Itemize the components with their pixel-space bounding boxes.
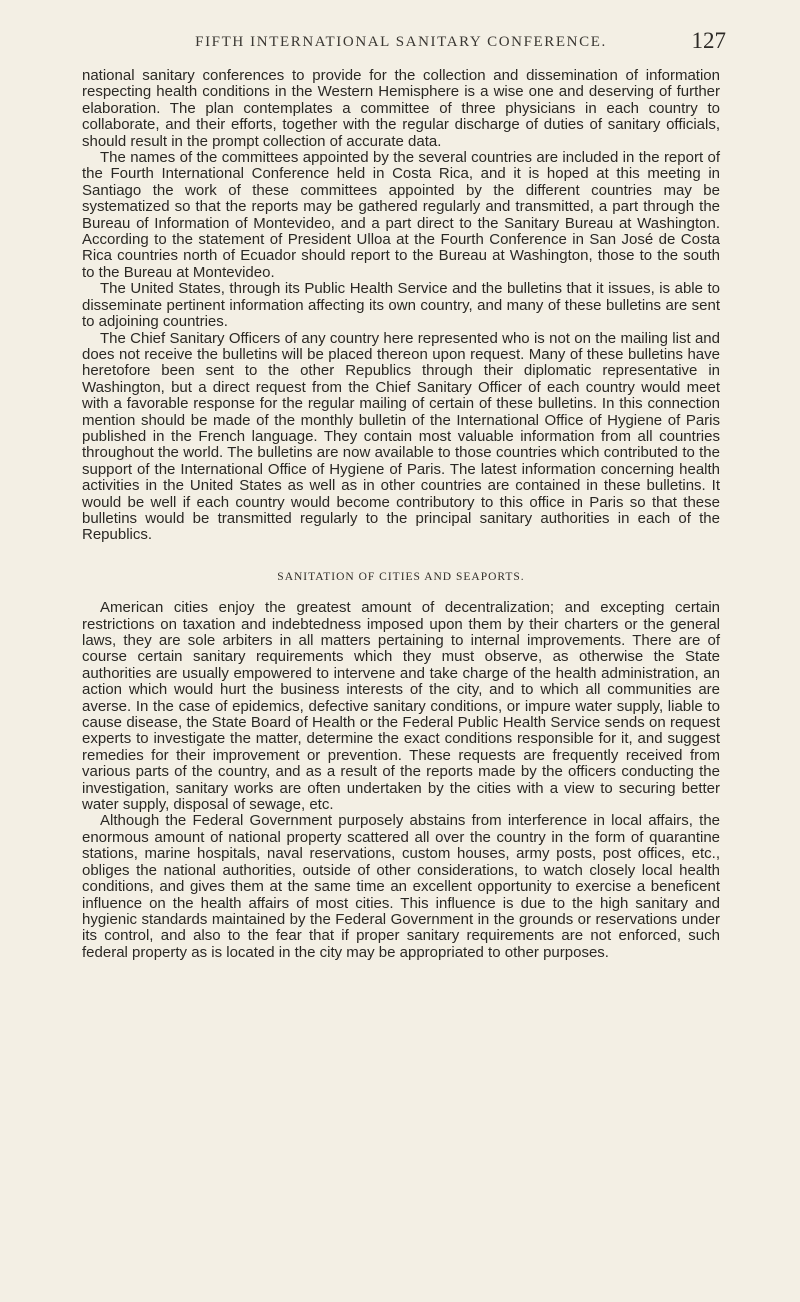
paragraph-federal-government: Although the Federal Government purposely abstains from interference in local affairs, the enormous amount of national property scattered all over the country in the form of quarantine stations, marine hospitals, naval reservations, custom houses, army posts, post offices, etc., obliges the national authorities, outside of other considerations, to watch closely local health conditions, and gives them at the same time an excellent opportunity to exercise a beneficent influence on the health affairs of most cities. This influence is due to the high sanitary and hygienic standards maintained by the Federal Government in the grounds or reservations under its control, and also to the fear that if proper sanitary requirements are not enforced, such federal property as is located in the city may be appropriated to other purposes. [82, 812, 720, 961]
page-number: 127 [691, 28, 726, 53]
section-heading: SANITATION OF CITIES AND SEAPORTS. [277, 570, 525, 583]
paragraph-american-cities: American cities enjoy the greatest amount of decentralization; and excepting certain restrictions on taxation and indebtedness imposed upon them by their charters or the general laws, they are sole arbiters in all matters pertaining to internal improvements. There are of course certain sanitary requirements which they must observe, as otherwise the State authorities are usually empowered to intervene and take charge of the health administration, an action which would hurt the business interests of the city, and to which all communities are averse. In the case of epidemics, defective sanitary conditions, or impure water supply, liable to cause disease, the State Board of Health or the Federal Public Health Service sends on request experts to investigate the matter, determine the exact conditions responsible for it, and suggest remedies for their improvement or prevention. These requests are frequently received from various parts of the country, and as a result of the reports made by the officers conducting the investigation, sanitary works are often undertaken by the cities with a view to securing better water supply, disposal of sewage, etc. [82, 599, 720, 814]
running-head [82, 0, 726, 68]
paragraph-committees: The names of the committees appointed by the several countries are included in the report of the Fourth International Conference held in Costa Rica, and it is hoped at this meeting in Santiago the work of these committees appointed by the different countries may be systematized so that the reports may be gathered regularly and transmitted, a part through the Bureau of Information of Montevideo, and a part direct to the Sanitary Bureau at Washington. According to the statement of President Ulloa at the Fourth Conference in San José de Costa Rica countries north of Ecuador should report to the Bureau at Washington, those to the south to the Bureau at Montevideo. [82, 149, 720, 281]
running-title: FIFTH INTERNATIONAL SANITARY CONFERENCE. [195, 34, 607, 50]
paragraph-chief-sanitary-officers: The Chief Sanitary Officers of any country here represented who is not on the mailing list and does not receive the bulletins will be placed thereon upon request. Many of these bulletins have heretofore been sent to the other Republics through their diplomatic representative in Washington, but a direct request from the Chief Sanitary Officer of each country would meet with a favorable response for the regular mailing of certain of these bulletins. In this connection mention should be made of the monthly bulletin of the International Office of Hygiene of Paris published in the French language. They contain most valuable information from all countries throughout the world. The bulletins are now available to those countries which contributed to the support of the International Office of Hygiene of Paris. The latest information concerning health activities in the United States as well as in other countries are contained in these bulletins. It would be well if each country would become contributory to this office in Paris so that these bulletins would be transmitted regularly to the principal sanitary authorities in each of the Republics. [82, 329, 720, 544]
paragraph-public-health-service: The United States, through its Public Health Service and the bulletins that it issues, is able to disseminate pertinent information affecting its own country, and many of these bulletins are sent to adjoining countries. [82, 280, 720, 331]
body-text [82, 68, 720, 961]
paragraph-continued: national sanitary conferences to provide for the collection and dissemination of information respecting health conditions in the Western Hemisphere is a wise one and deserving of further elaboration. The plan contemplates a committee of three physicians in each country to collaborate, and their efforts, together with the regular discharge of duties of sanitary officials, should result in the prompt collection of accurate data. [82, 67, 720, 150]
